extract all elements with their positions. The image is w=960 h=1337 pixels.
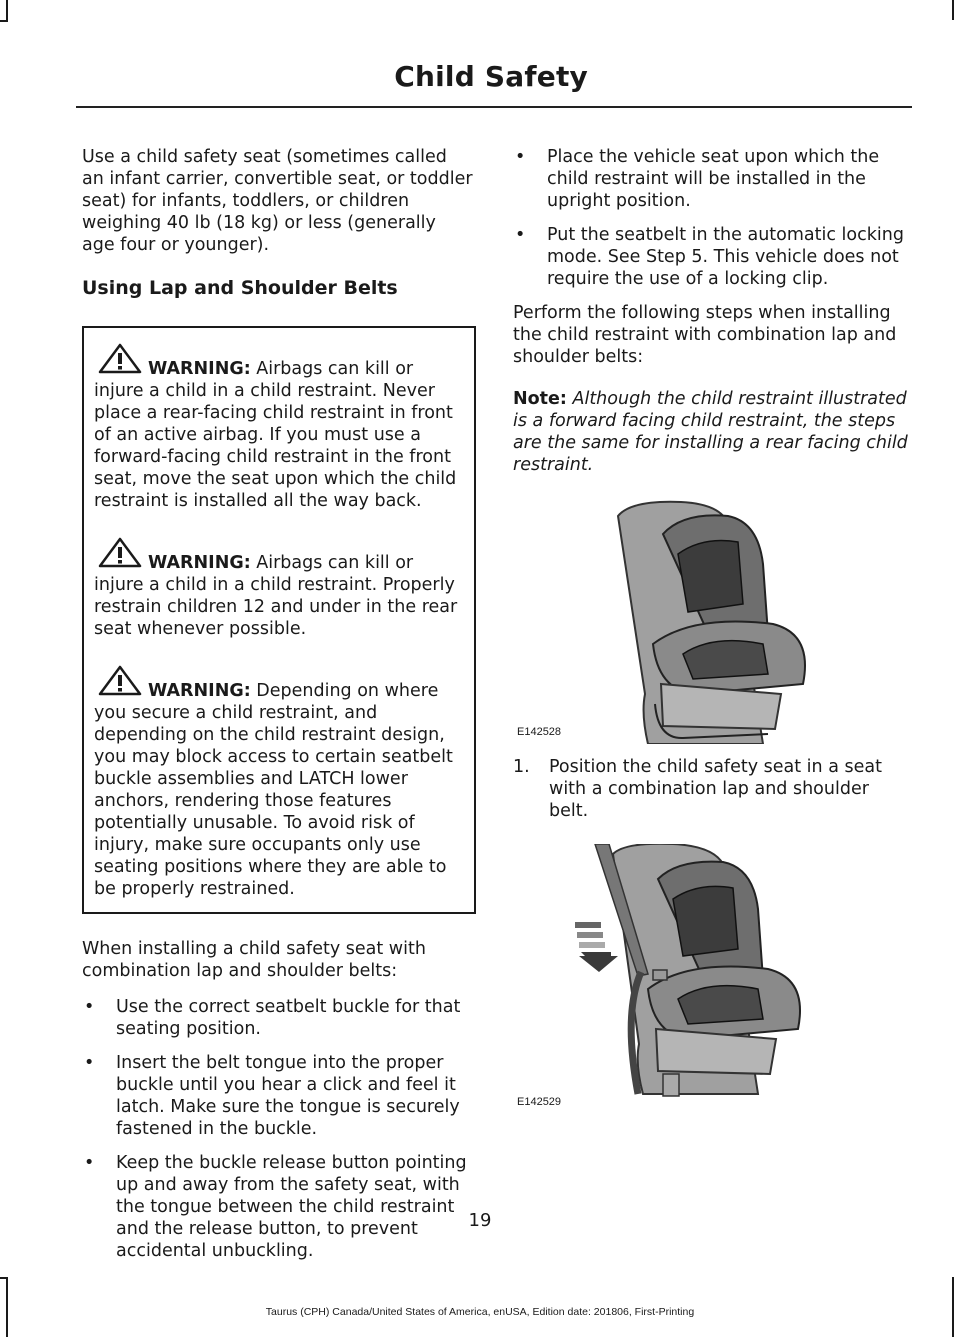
- warning-label: WARNING:: [148, 359, 251, 379]
- warning-text: Airbags can kill or injure a child in a child restraint. Never place a rear-facing child restraint in front of an active airbag. If you must use a forward-facing child restraint in the front seat, move the seat upon which the child restraint is installed all the way back.: [94, 359, 457, 511]
- list-item: • Keep the buckle release button pointing up and away from the safety seat, with the tongue between the child restraint and the release button, to prevent accidental unbuckling.: [82, 1152, 474, 1262]
- right-column: [513, 146, 911, 1126]
- warning-label: WARNING:: [148, 681, 251, 701]
- crop-mark: [6, 0, 8, 20]
- crop-mark: [0, 20, 8, 22]
- child-seat-illustration: [513, 494, 911, 744]
- list-item: • Insert the belt tongue into the proper buckle until you hear a click and feel it latch. Make sure the tongue is securely fastened in the buckle.: [82, 1052, 474, 1140]
- warning-1: [94, 342, 465, 512]
- intro-paragraph: Use a child safety seat (sometimes called an infant carrier, convertible seat, or toddler seat) for infants, toddlers, or children weighing 40 lb (18 kg) or less (generally age four or younger).: [82, 147, 473, 255]
- warning-triangle-icon: [94, 664, 146, 698]
- list-item: • Put the seatbelt in the automatic locking mode. See Step 5. This vehicle does not require the use of a locking clip.: [513, 224, 911, 290]
- warning-label: WARNING:: [148, 553, 251, 573]
- list-item: • Place the vehicle seat upon which the child restraint will be installed in the upright position.: [513, 146, 911, 212]
- step-text: Position the child safety seat in a seat with a combination lap and shoulder belt.: [549, 757, 882, 821]
- note-paragraph: [513, 388, 911, 476]
- footer-text: Taurus (CPH) Canada/United States of America, enUSA, Edition date: 201806, First-Printing: [265, 1306, 695, 1318]
- child-seat-belt-figure: [513, 844, 911, 1114]
- prep-bullet-list: [513, 146, 911, 290]
- warning-text: Depending on where you secure a child restraint, and depending on the child restraint design, you may block access to certain seatbelt buckle assemblies and LATCH lower anchors, rendering those features potentially unusable. To avoid risk of injury, make sure occupants only use seating positions where they are able to be properly restrained.: [94, 681, 453, 899]
- step-number: 1.: [513, 757, 530, 777]
- note-label: Note:: [513, 389, 567, 409]
- list-item: • Use the correct seatbelt buckle for that seating position.: [82, 996, 474, 1040]
- note-text: Although the child restraint illustrated is a forward facing child restraint, the steps are the same for installing a rear facing child restraint.: [513, 389, 908, 475]
- warning-2: [94, 536, 465, 640]
- child-seat-belt-illustration: [513, 844, 911, 1114]
- page-title: Child Safety: [394, 60, 588, 93]
- step-1: [513, 756, 911, 822]
- warning-triangle-icon: [94, 342, 146, 376]
- perform-paragraph: Perform the following steps when installing the child restraint with combination lap and shoulder belts:: [513, 303, 897, 367]
- left-column: [82, 146, 474, 1274]
- header-rule: [76, 106, 912, 108]
- page-number: 19: [468, 1210, 492, 1231]
- child-seat-figure: [513, 494, 911, 744]
- crop-mark: [0, 1277, 8, 1279]
- warning-box: [82, 326, 476, 914]
- figure-id: E142529: [517, 1096, 562, 1108]
- installing-intro: When installing a child safety seat with combination lap and shoulder belts:: [82, 939, 426, 981]
- warning-triangle-icon: [94, 536, 146, 570]
- warning-3: [94, 664, 465, 900]
- steps-list: [513, 756, 911, 822]
- figure-id: E142528: [517, 726, 562, 738]
- section-heading: Using Lap and Shoulder Belts: [82, 277, 398, 299]
- crop-mark: [952, 0, 954, 20]
- warning-text: Airbags can kill or injure a child in a child restraint. Properly restrain children 12 and under in the rear seat whenever possible.: [94, 553, 458, 639]
